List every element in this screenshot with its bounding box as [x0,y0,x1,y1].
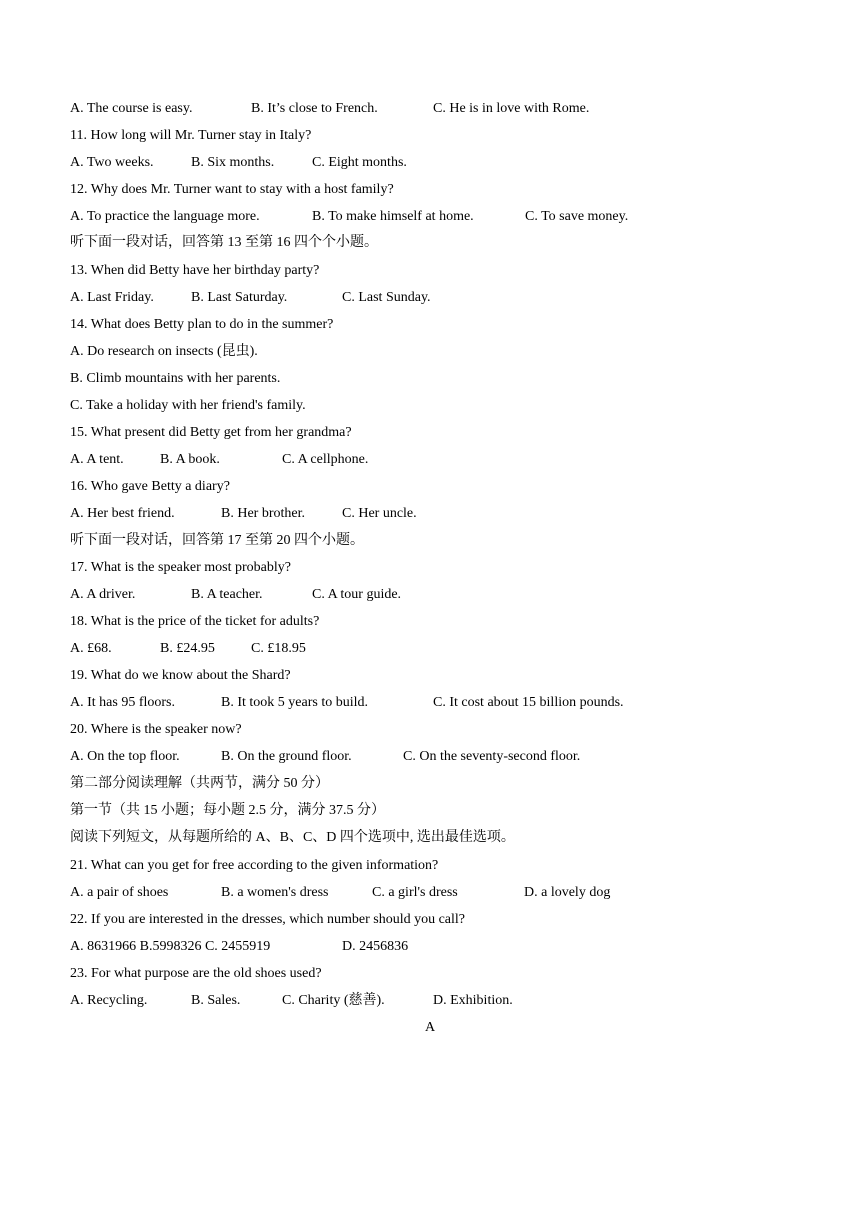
q23-option-c: C. Charity (慈善). [282,993,385,1008]
q14-option-b: B. Climb mountains with her parents. [70,371,281,386]
q13-option-b: B. Last Saturday. [191,290,288,305]
reading-instructions: 阅读下列短文，从每题所给的 A、B、C、D 四个选项中, 选出最佳选项。 [70,830,515,845]
q23-option-a: A. Recycling. [70,993,148,1008]
q17-question: 17. What is the speaker most probably? [70,560,291,575]
q15-option-c: C. A cellphone. [282,452,369,467]
q12-question: 12. Why does Mr. Turner want to stay with a host family? [70,182,394,197]
passage-label: A [424,1020,436,1035]
q17-option-b: B. A teacher. [191,587,263,602]
q12-option-c: C. To save money. [525,209,629,224]
q10-option-b: B. It’s close to French. [251,101,378,116]
q15-question: 15. What present did Betty get from her grandma? [70,425,352,440]
q20-option-c: C. On the seventy-second floor. [403,749,581,764]
q16-option-a: A. Her best friend. [70,506,175,521]
q22-option-d: D. 2456836 [342,939,409,954]
q21-option-c: C. a girl's dress [372,885,458,900]
q11-option-b: B. Six months. [191,155,275,170]
q16-option-b: B. Her brother. [221,506,305,521]
q16-question: 16. Who gave Betty a diary? [70,479,230,494]
part2-title: 第二部分阅读理解（共两节，满分 50 分） [70,776,329,791]
instruction-13-16: 听下面一段对话，回答第 13 至第 16 四个个小题。 [70,235,378,250]
instruction-17-20: 听下面一段对话，回答第 17 至第 20 四个小题。 [70,533,364,548]
q14-question: 14. What does Betty plan to do in the summer? [70,317,334,332]
q13-question: 13. When did Betty have her birthday party? [70,263,320,278]
q22-question: 22. If you are interested in the dresses, which number should you call? [70,912,466,927]
q22-options-abc: A. 8631966 B.5998326 C. 2455919 [70,939,271,954]
q21-option-d: D. a lovely dog [524,885,611,900]
q13-option-c: C. Last Sunday. [342,290,431,305]
q16-option-c: C. Her uncle. [342,506,417,521]
q23-option-d: D. Exhibition. [433,993,513,1008]
q19-option-b: B. It took 5 years to build. [221,695,368,710]
q10-option-c: C. He is in love with Rome. [433,101,590,116]
q11-question: 11. How long will Mr. Turner stay in Italy? [70,128,312,143]
q10-option-a: A. The course is easy. [70,101,193,116]
q15-option-b: B. A book. [160,452,220,467]
q12-option-a: A. To practice the language more. [70,209,260,224]
q18-question: 18. What is the price of the ticket for adults? [70,614,320,629]
q19-question: 19. What do we know about the Shard? [70,668,291,683]
q20-question: 20. Where is the speaker now? [70,722,242,737]
q23-question: 23. For what purpose are the old shoes used? [70,966,322,981]
q21-question: 21. What can you get for free according to the given information? [70,858,439,873]
q14-option-c: C. Take a holiday with her friend's family. [70,398,306,413]
q19-option-a: A. It has 95 floors. [70,695,175,710]
q17-option-c: C. A tour guide. [312,587,402,602]
q20-option-a: A. On the top floor. [70,749,180,764]
q21-option-a: A. a pair of shoes [70,885,169,900]
q14-option-a: A. Do research on insects (昆虫). [70,344,258,359]
q19-option-c: C. It cost about 15 billion pounds. [433,695,624,710]
q15-option-a: A. A tent. [70,452,124,467]
q20-option-b: B. On the ground floor. [221,749,352,764]
section1-title: 第一节（共 15 小题；每小题 2.5 分，满分 37.5 分） [70,803,385,818]
q18-option-b: B. £24.95 [160,641,215,656]
q17-option-a: A. A driver. [70,587,136,602]
q18-option-a: A. £68. [70,641,112,656]
q23-option-b: B. Sales. [191,993,241,1008]
q12-option-b: B. To make himself at home. [312,209,474,224]
q11-option-a: A. Two weeks. [70,155,154,170]
q13-option-a: A. Last Friday. [70,290,154,305]
q18-option-c: C. £18.95 [251,641,306,656]
q21-option-b: B. a women's dress [221,885,329,900]
q11-option-c: C. Eight months. [312,155,407,170]
